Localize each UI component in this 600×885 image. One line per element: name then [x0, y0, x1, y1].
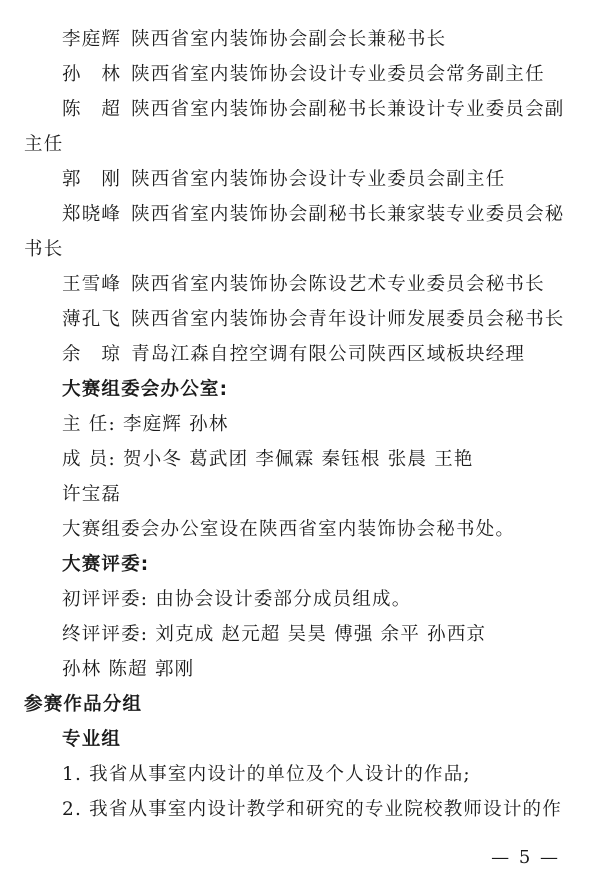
- member-name: 余 琼: [62, 344, 122, 365]
- member-line-1: [62, 28, 446, 52]
- member-line-6: [62, 273, 545, 297]
- member-line-3: [62, 98, 565, 122]
- member-name: 郭 刚: [62, 169, 122, 190]
- member-name: 王雪峰: [62, 274, 122, 295]
- groups-item-2: 2. 我省从事室内设计教学和研究的专业院校教师设计的作: [62, 799, 562, 820]
- member-title: 陕西省室内装饰协会副秘书长兼设计专业委员会副: [131, 99, 565, 120]
- office-note: 大赛组委会办公室设在陕西省室内装饰协会秘书处。: [62, 519, 516, 540]
- judges-final-cont: 孙林 陈超 郭刚: [62, 659, 195, 680]
- member-line-4: [62, 168, 505, 192]
- member-line-7: [62, 308, 565, 332]
- judges-final: 终评评委: 刘克成 赵元超 吴昊 傅强 余平 孙西京: [62, 624, 487, 645]
- office-director: 主 任: 李庭辉 孙林: [62, 414, 229, 435]
- member-title: 青岛江森自控空调有限公司陕西区域板块经理: [131, 344, 526, 365]
- member-line-5: [62, 203, 565, 227]
- member-line-3-cont: 主任: [24, 134, 64, 155]
- member-line-2: [62, 63, 545, 87]
- office-members-cont: 许宝磊: [62, 484, 122, 505]
- page-number: — 5 —: [491, 847, 560, 868]
- judges-heading: 大赛评委:: [62, 554, 150, 575]
- groups-item-1: 1. 我省从事室内设计的单位及个人设计的作品;: [62, 764, 471, 785]
- groups-subheading: 专业组: [62, 729, 122, 750]
- member-name: 薄孔飞: [62, 309, 122, 330]
- member-title: 陕西省室内装饰协会设计专业委员会副主任: [131, 169, 506, 190]
- member-name: 陈 超: [62, 99, 122, 120]
- member-title: 陕西省室内装饰协会副会长兼秘书长: [131, 29, 447, 50]
- office-members: 成 员: 贺小冬 葛武团 李佩霖 秦钰根 张晨 王艳: [62, 449, 474, 470]
- groups-heading: 参赛作品分组: [24, 694, 143, 715]
- member-title: 陕西省室内装饰协会副秘书长兼家装专业委员会秘: [131, 204, 565, 225]
- member-name: 李庭辉: [62, 29, 122, 50]
- member-name: 孙 林: [62, 64, 122, 85]
- judges-preliminary: 初评评委: 由协会设计委部分成员组成。: [62, 589, 412, 610]
- office-heading: 大赛组委会办公室:: [62, 379, 229, 400]
- member-title: 陕西省室内装饰协会陈设艺术专业委员会秘书长: [131, 274, 545, 295]
- member-name: 郑晓峰: [62, 204, 122, 225]
- member-title: 陕西省室内装饰协会青年设计师发展委员会秘书长: [131, 309, 565, 330]
- member-line-8: [62, 343, 525, 367]
- member-line-5-cont: 书长: [24, 239, 64, 260]
- member-title: 陕西省室内装饰协会设计专业委员会常务副主任: [131, 64, 545, 85]
